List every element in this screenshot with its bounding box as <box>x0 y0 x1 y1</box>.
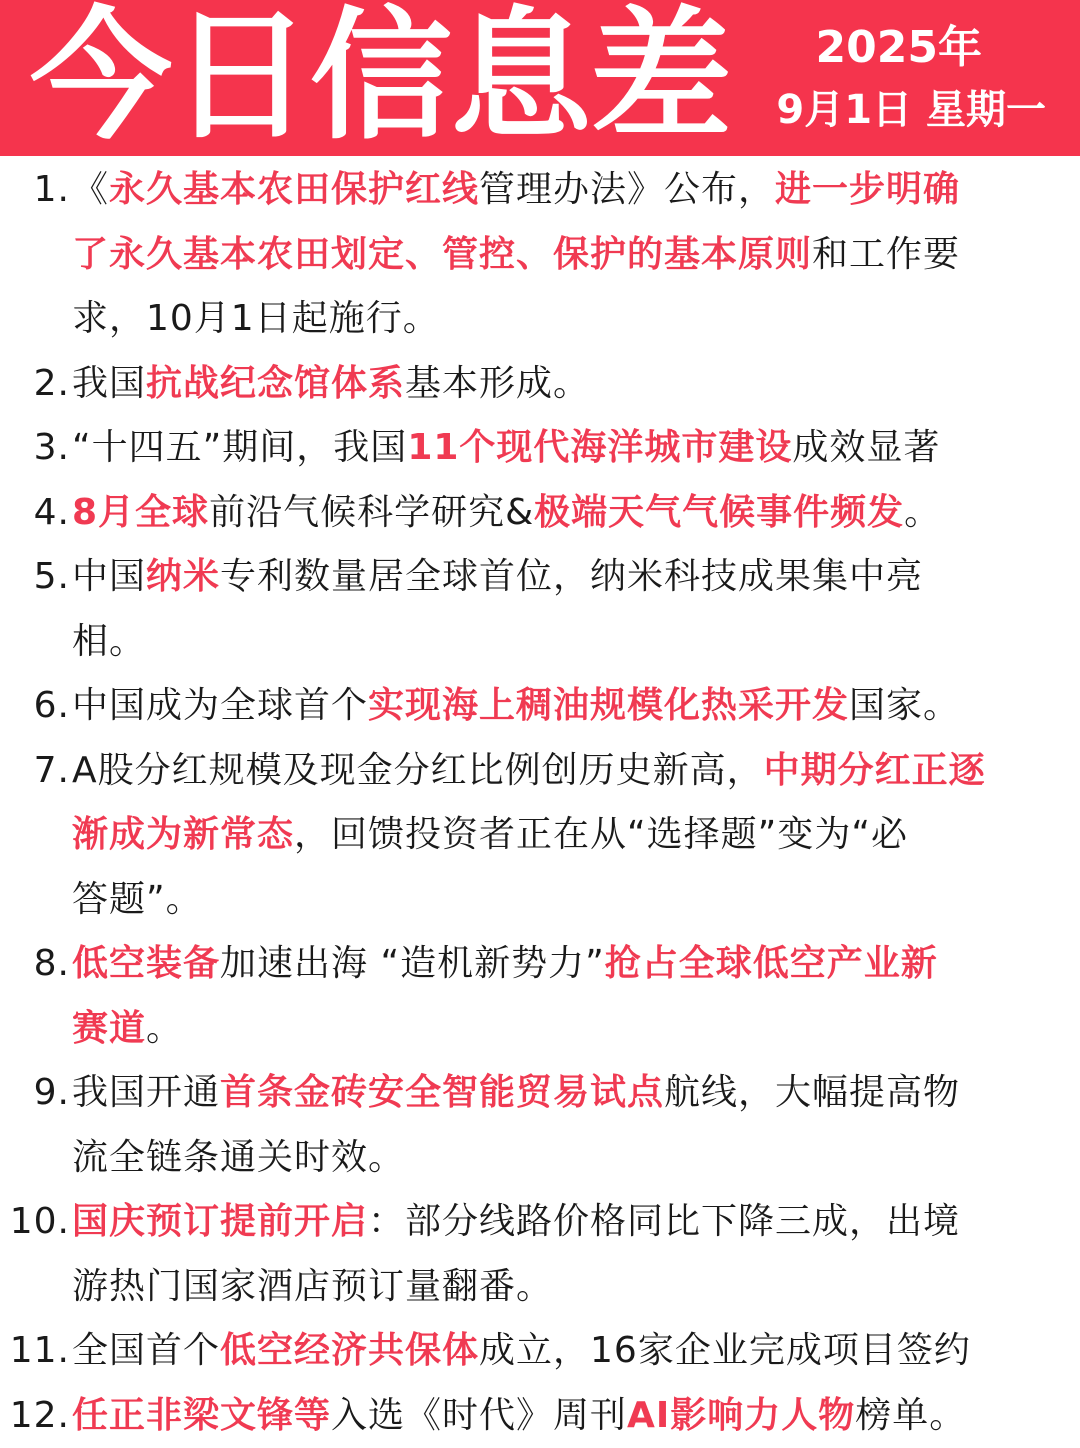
page-title: 今日信息差 <box>30 2 730 152</box>
body-text: 我国 <box>72 363 146 404</box>
news-item <box>0 481 1080 546</box>
news-item-number: 8. <box>34 932 70 997</box>
body-text: ：部分线路价格同比下降三成，出境 <box>368 1201 960 1242</box>
news-item-line <box>72 1384 1070 1448</box>
highlight-text: 渐成为新常态 <box>72 814 294 855</box>
news-item-number: 2. <box>34 352 70 417</box>
news-item-line <box>72 1319 1070 1384</box>
news-item-line <box>72 1190 1070 1255</box>
body-text: 管理办法》公布， <box>479 169 775 210</box>
highlight-text: 8月全球 <box>72 492 209 533</box>
news-item-number: 10. <box>10 1190 70 1255</box>
highlight-text: 永久基本农田保护红线 <box>109 169 479 210</box>
header-banner <box>0 0 1080 156</box>
highlight-text: 任正非梁文锋等 <box>72 1395 331 1436</box>
highlight-text: 11个现代海洋城市建设 <box>407 427 792 468</box>
body-text: 国家。 <box>849 685 960 726</box>
news-item-line <box>72 1126 1070 1191</box>
news-item-line <box>72 997 1070 1062</box>
news-item-line <box>72 352 1070 417</box>
news-item-number: 5. <box>34 545 70 610</box>
highlight-text: 了永久基本农田划定、管控、保护的基本原则 <box>72 234 812 275</box>
news-item-number: 4. <box>34 481 70 546</box>
news-item <box>0 352 1080 417</box>
body-text: 答题”。 <box>72 879 203 920</box>
news-item-number: 11. <box>10 1319 70 1384</box>
news-item-number: 7. <box>34 739 70 804</box>
body-text: 成效显著 <box>792 427 940 468</box>
body-text: 中国成为全球首个 <box>72 685 368 726</box>
news-item-number: 9. <box>34 1061 70 1126</box>
highlight-text: 低空装备 <box>72 943 220 984</box>
highlight-text: AI影响力人物 <box>627 1395 855 1436</box>
news-item-line <box>72 1061 1070 1126</box>
highlight-text: 实现海上稠油规模化热采开发 <box>368 685 849 726</box>
news-item-number: 12. <box>10 1384 70 1448</box>
news-item <box>0 932 1080 1061</box>
news-item-line <box>72 674 1070 739</box>
body-text: 。 <box>904 492 941 533</box>
highlight-text: 进一步明确 <box>775 169 960 210</box>
body-text: 中国 <box>72 556 146 597</box>
body-text: 《 <box>72 169 109 210</box>
body-text: 入选《时代》周刊 <box>331 1395 627 1436</box>
news-item <box>0 674 1080 739</box>
news-item-line <box>72 1255 1070 1320</box>
news-item-line <box>72 610 1070 675</box>
highlight-text: 极端天气气候事件频发 <box>534 492 904 533</box>
news-item-line <box>72 223 1070 288</box>
news-item <box>0 1319 1080 1384</box>
news-item-line <box>72 158 1070 223</box>
body-text: 全国首个 <box>72 1330 220 1371</box>
body-text: ，回馈投资者正在从“选择题”变为“必 <box>294 814 908 855</box>
news-item <box>0 1190 1080 1319</box>
highlight-text: 赛道 <box>72 1008 146 1049</box>
body-text: 成立，16家企业完成项目签约 <box>479 1330 971 1371</box>
news-item-line <box>72 416 1070 481</box>
news-item-line <box>72 739 1070 804</box>
news-item-number: 3. <box>34 416 70 481</box>
news-item <box>0 158 1080 352</box>
news-item-line <box>72 932 1070 997</box>
news-item <box>0 739 1080 933</box>
news-item-line <box>72 868 1070 933</box>
highlight-text: 中期分红正逐 <box>764 750 986 791</box>
news-item-line <box>72 545 1070 610</box>
body-text: 求，10月1日起施行。 <box>72 298 440 339</box>
news-item-number: 6. <box>34 674 70 739</box>
news-item-line <box>72 803 1070 868</box>
body-text: “十四五”期间，我国 <box>72 427 407 468</box>
body-text: 。 <box>146 1008 183 1049</box>
body-text: 专利数量居全球首位，纳米科技成果集中亮 <box>220 556 923 597</box>
highlight-text: 抢占全球低空产业新 <box>605 943 938 984</box>
news-list <box>0 158 1080 1448</box>
news-item <box>0 545 1080 674</box>
body-text: A股分红规模及现金分红比例创历史新高， <box>72 750 764 791</box>
news-item <box>0 416 1080 481</box>
body-text: 前沿气候科学研究& <box>209 492 534 533</box>
header-year: 2025年 <box>816 22 982 74</box>
header-date: 9月1日 星期一 <box>776 84 1046 136</box>
body-text: 加速出海 “造机新势力” <box>220 943 605 984</box>
highlight-text: 低空经济共保体 <box>220 1330 479 1371</box>
news-item-line <box>72 481 1070 546</box>
body-text: 榜单。 <box>855 1395 966 1436</box>
news-item <box>0 1384 1080 1448</box>
news-item-line <box>72 287 1070 352</box>
news-item-number: 1. <box>34 158 70 223</box>
body-text: 相。 <box>72 621 146 662</box>
body-text: 流全链条通关时效。 <box>72 1137 405 1178</box>
news-item <box>0 1061 1080 1190</box>
highlight-text: 纳米 <box>146 556 220 597</box>
body-text: 我国开通 <box>72 1072 220 1113</box>
highlight-text: 抗战纪念馆体系 <box>146 363 405 404</box>
body-text: 游热门国家酒店预订量翻番。 <box>72 1266 553 1307</box>
body-text: 基本形成。 <box>405 363 590 404</box>
highlight-text: 首条金砖安全智能贸易试点 <box>220 1072 664 1113</box>
highlight-text: 国庆预订提前开启 <box>72 1201 368 1242</box>
body-text: 航线，大幅提高物 <box>664 1072 960 1113</box>
body-text: 和工作要 <box>812 234 960 275</box>
